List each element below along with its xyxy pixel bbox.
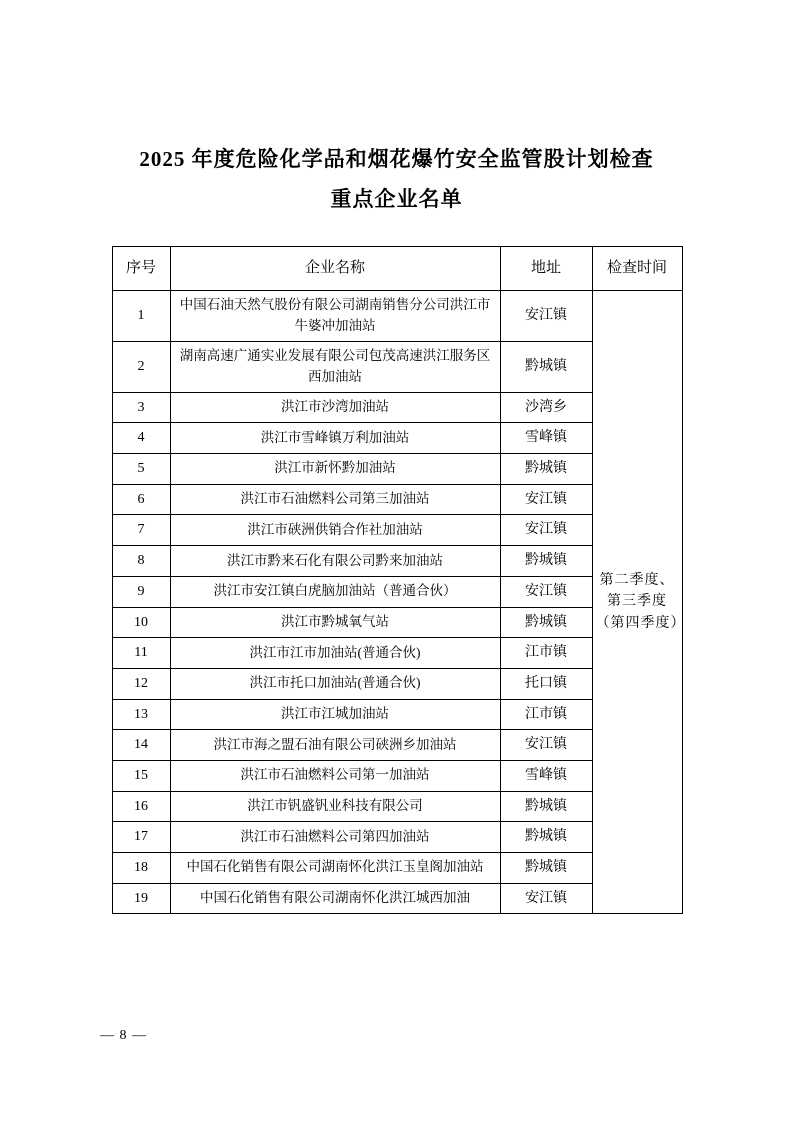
- cell-index: 4: [112, 423, 170, 454]
- cell-index: 12: [112, 668, 170, 699]
- cell-index: 18: [112, 853, 170, 884]
- cell-name: 洪江市新怀黔加油站: [170, 454, 500, 485]
- page-title-line-1: 2025 年度危险化学品和烟花爆竹安全监管股计划检查: [139, 147, 654, 171]
- cell-address: 雪峰镇: [500, 423, 592, 454]
- cell-address: 黔城镇: [500, 341, 592, 392]
- cell-index: 16: [112, 791, 170, 822]
- cell-address: 江市镇: [500, 638, 592, 669]
- cell-name: 中国石化销售有限公司湖南怀化洪江城西加油: [170, 883, 500, 914]
- cell-address: 安江镇: [500, 515, 592, 546]
- cell-inspection-time: 第二季度、第三季度（第四季度）: [592, 291, 682, 914]
- cell-address: 安江镇: [500, 730, 592, 761]
- table-header-row: [112, 246, 682, 290]
- cell-address: 黔城镇: [500, 822, 592, 853]
- page-title-line-2: 重点企业名单: [330, 186, 463, 211]
- cell-address: 黔城镇: [500, 791, 592, 822]
- column-header-index: 序号: [112, 246, 170, 290]
- column-header-inspection-time: 检查时间: [592, 246, 682, 290]
- cell-address: 江市镇: [500, 699, 592, 730]
- cell-name: 洪江市石油燃料公司第三加油站: [170, 484, 500, 515]
- cell-index: 7: [112, 515, 170, 546]
- cell-index: 5: [112, 454, 170, 485]
- cell-name: 洪江市安江镇白虎脑加油站（普通合伙）: [170, 576, 500, 607]
- cell-name: 中国石化销售有限公司湖南怀化洪江玉皇阁加油站: [170, 853, 500, 884]
- cell-index: 17: [112, 822, 170, 853]
- cell-name: 湖南高速广通实业发展有限公司包茂高速洪江服务区西加油站: [170, 341, 500, 392]
- cell-name: 洪江市托口加油站(普通合伙): [170, 668, 500, 699]
- table-header: [112, 246, 682, 290]
- table-row: [112, 291, 682, 342]
- cell-name: 洪江市江市加油站(普通合伙): [170, 638, 500, 669]
- cell-index: 8: [112, 546, 170, 577]
- cell-index: 6: [112, 484, 170, 515]
- cell-address: 安江镇: [500, 484, 592, 515]
- cell-address: 黔城镇: [500, 607, 592, 638]
- cell-name: 洪江市沙湾加油站: [170, 392, 500, 423]
- cell-index: 10: [112, 607, 170, 638]
- cell-index: 13: [112, 699, 170, 730]
- cell-address: 黔城镇: [500, 546, 592, 577]
- cell-index: 1: [112, 291, 170, 342]
- cell-index: 11: [112, 638, 170, 669]
- cell-name: 洪江市海之盟石油有限公司硖洲乡加油站: [170, 730, 500, 761]
- cell-name: 洪江市雪峰镇万利加油站: [170, 423, 500, 454]
- cell-address: 安江镇: [500, 576, 592, 607]
- page-number: — 8 —: [100, 1028, 147, 1043]
- enterprise-table-container: [112, 246, 686, 915]
- cell-index: 2: [112, 341, 170, 392]
- cell-name: 中国石油天然气股份有限公司湖南销售分公司洪江市牛婆冲加油站: [170, 291, 500, 342]
- page-title: [0, 0, 793, 220]
- cell-name: 洪江市石油燃料公司第一加油站: [170, 760, 500, 791]
- column-header-name: 企业名称: [170, 246, 500, 290]
- cell-address: 安江镇: [500, 883, 592, 914]
- cell-name: 洪江市钒盛钒业科技有限公司: [170, 791, 500, 822]
- cell-index: 15: [112, 760, 170, 791]
- table-body: [112, 291, 686, 914]
- cell-name: 洪江市硖洲供销合作社加油站: [170, 515, 500, 546]
- cell-address: 托口镇: [500, 668, 592, 699]
- cell-index: 14: [112, 730, 170, 761]
- cell-name: 洪江市黔来石化有限公司黔来加油站: [170, 546, 500, 577]
- cell-name: 洪江市石油燃料公司第四加油站: [170, 822, 500, 853]
- cell-name: 洪江市江城加油站: [170, 699, 500, 730]
- cell-index: 3: [112, 392, 170, 423]
- cell-index: 9: [112, 576, 170, 607]
- column-header-address: 地址: [500, 246, 592, 290]
- cell-address: 黔城镇: [500, 454, 592, 485]
- cell-address: 雪峰镇: [500, 760, 592, 791]
- cell-address: 沙湾乡: [500, 392, 592, 423]
- cell-address: 安江镇: [500, 291, 592, 342]
- enterprise-table: [112, 246, 686, 915]
- cell-name: 洪江市黔城氧气站: [170, 607, 500, 638]
- cell-address: 黔城镇: [500, 853, 592, 884]
- cell-index: 19: [112, 883, 170, 914]
